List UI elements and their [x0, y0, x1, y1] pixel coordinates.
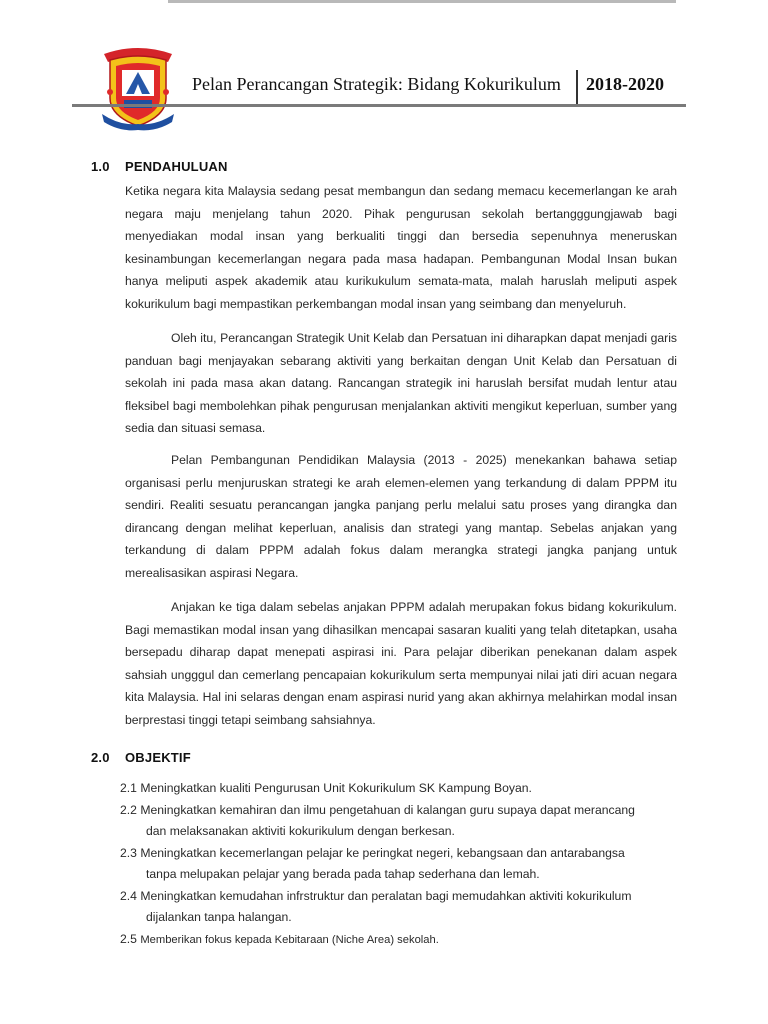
objective-text: Meningkatkan kemudahan infrstruktur dan peralatan bagi memudahkan aktiviti kokurikulum	[140, 888, 632, 903]
objective-item	[120, 800, 680, 843]
header-separator	[576, 70, 578, 106]
objective-text: Meningkatkan kualiti Pengurusan Unit Kokurikulum SK Kampung Boyan.	[140, 781, 532, 795]
objective-number: 2.4	[120, 888, 137, 903]
objective-number: 2.2	[120, 802, 137, 817]
school-crest-logo	[100, 44, 176, 134]
section-1-paragraph-3: Pelan Pembangunan Pendidikan Malaysia (2013 - 2025) menekankan bahawa setiap organisasi perlu menjuruskan strategi ke arah elemen-elemen yang terkandung di dalam PPPM itu sendiri. Realiti sesuatu perancangan jangka panjang perlu melalui satu proses yang dirangka dan dirancang dengan melihat keperluan, analisis dan strategi yang mantap. Sebelas anjakan yang terkandung di dalam PPPM adalah fokus dalam merangka strategi jangka panjang untuk merealisasikan aspirasi Negara.	[125, 453, 677, 580]
section-1-heading	[91, 159, 228, 174]
objective-text: Meningkatkan kecemerlangan pelajar ke peringkat negeri, kebangsaan dan antarabangsa	[140, 845, 625, 860]
objective-text-continued: dijalankan tanpa halangan.	[146, 910, 292, 924]
document-years: 2018-2020	[586, 74, 664, 94]
objective-number: 2.3	[120, 845, 137, 860]
objective-item	[120, 886, 680, 929]
section-2-title: OBJEKTIF	[125, 750, 191, 765]
section-1-paragraph-4: Anjakan ke tiga dalam sebelas anjakan PPPM adalah merupakan fokus bidang kokurikulum. Bagi memastikan modal insan yang dihasilkan mencapai sasaran kualiti yang telah ditetapkan, usaha bersepadu diharap dapat menepati aspirasi ini. Para pelajar diberikan penekanan dalam aspek sahsiah ungggul dan cemerlang pencapaian kokurikulum serta mempunyai nilai jati diri acuan negara kita Malaysia. Hal ini selaras dengan enam aspirasi nurid yang akan akhirnya melahirkan modal insan berprestasi tinggi tetapi seimbang sahsiahnya.	[125, 600, 677, 727]
top-rule	[168, 0, 676, 3]
section-1-paragraph-1: Ketika negara kita Malaysia sedang pesat membangun dan sedang memacu kecemerlangan ke arah negara maju menjelang tahun 2020. Pihak pengurusan sekolah bertangggungjawab bagi menyediakan modal insan yang berkualiti tinggi dan bersedia sepenuhnya meneruskan kesinambungan kecemerlangan negara pada masa hadapan. Pembangunan Modal Insan bukan hanya meliputi aspek akademik atau kurikukulum semata-mata, malah haruslah meliputi aspek kokurikulum bagi mempastikan perkembangan modal insan yang seimbang dan menyeluruh.	[125, 184, 677, 311]
objective-number: 2.1	[120, 781, 137, 795]
header-rule	[72, 104, 686, 107]
objective-item	[120, 778, 680, 800]
section-2-number: 2.0	[91, 750, 110, 765]
objective-item	[120, 929, 680, 952]
section-1-number: 1.0	[91, 159, 110, 174]
objective-text: Meningkatkan kemahiran dan ilmu pengetahuan di kalangan guru supaya dapat merancang	[140, 802, 635, 817]
section-1-paragraph-2: Oleh itu, Perancangan Strategik Unit Kelab dan Persatuan ini diharapkan dapat menjadi garis panduan bagi menjayakan sebarang aktiviti yang berkaitan dengan Unit Kelab dan Persatuan di sekolah ini pada masa akan datang. Rancangan strategik ini haruslah bersifat mudah lentur atau fleksibel bagi membolehkan pihak pengurusan menjalankan aktiviti mengikut keperluan, sumber yang sedia dan situasi semasa.	[125, 331, 677, 436]
objective-text-continued: dan melaksanakan aktiviti kokurikulum dengan berkesan.	[146, 824, 455, 838]
section-1-title: PENDAHULUAN	[125, 159, 228, 174]
objective-number: 2.5	[120, 931, 137, 946]
objectives-list	[120, 778, 680, 951]
section-2-heading	[91, 750, 191, 765]
objective-item	[120, 843, 680, 886]
document-title: Pelan Perancangan Strategik: Bidang Kokurikulum	[192, 74, 561, 94]
objective-text: Memberikan fokus kepada Kebitaraan (Niche Area) sekolah.	[140, 933, 439, 946]
objective-text-continued: tanpa melupakan pelajar yang berada pada tahap sederhana dan lemah.	[146, 867, 540, 881]
